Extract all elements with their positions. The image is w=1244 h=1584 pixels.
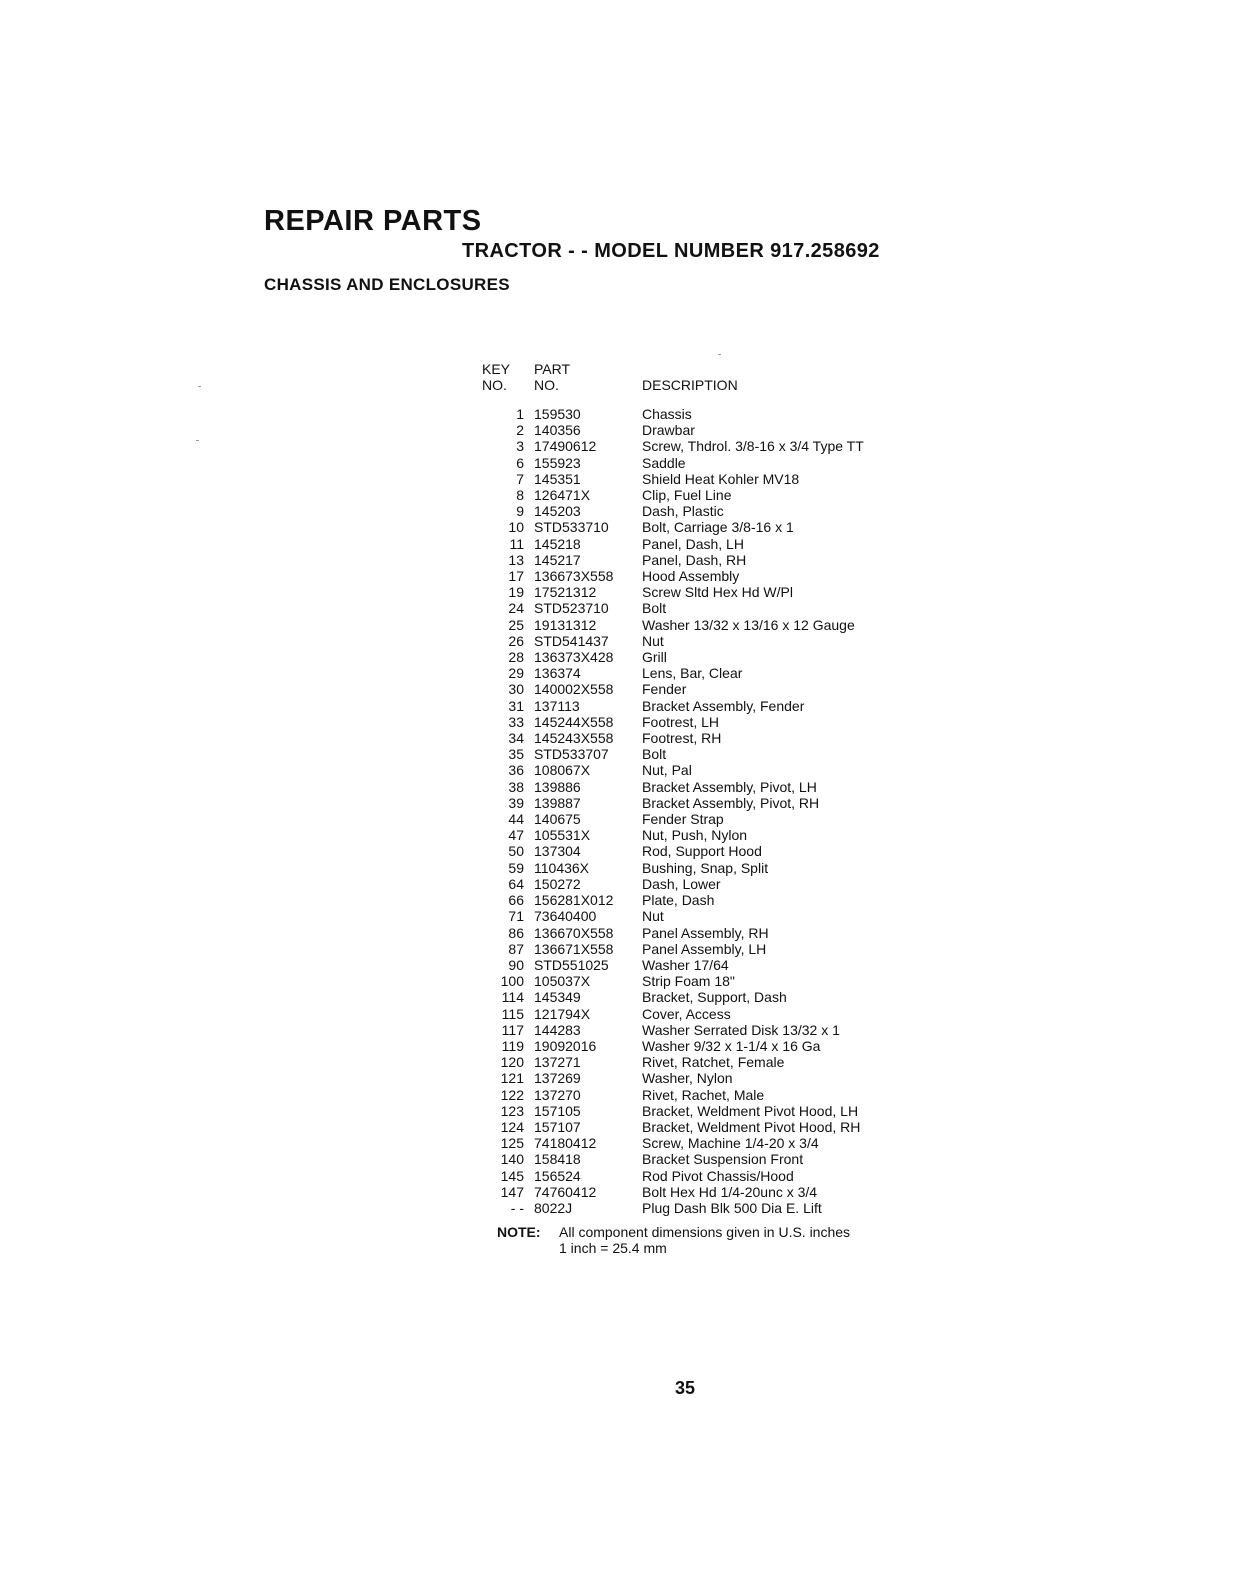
description-cell: Footrest, RH <box>642 730 722 747</box>
part-number-cell: 145218 <box>534 535 581 552</box>
description-cell: Rivet, Rachet, Male <box>642 1086 765 1103</box>
description-cell: Footrest, LH <box>642 713 720 730</box>
description-cell: Bracket, Support, Dash <box>642 989 787 1006</box>
parts-table <box>482 361 942 1216</box>
part-number-cell: 74760412 <box>534 1183 597 1200</box>
key-cell: 71 <box>508 908 524 925</box>
key-cell: 29 <box>508 665 524 682</box>
key-cell: 125 <box>500 1135 524 1152</box>
part-number-cell: 17490612 <box>534 438 597 455</box>
table-row <box>482 455 942 471</box>
table-row <box>482 730 942 746</box>
description-cell: Bolt Hex Hd 1/4-20unc x 3/4 <box>642 1183 818 1200</box>
scan-speck <box>196 440 199 441</box>
key-cell: 38 <box>508 778 524 795</box>
part-number-cell: 140675 <box>534 811 581 828</box>
key-cell: 100 <box>500 973 524 990</box>
table-row <box>482 989 942 1005</box>
key-cell: 26 <box>508 632 524 649</box>
key-cell: 117 <box>501 1021 524 1038</box>
table-row <box>482 617 942 633</box>
key-cell: 11 <box>509 535 524 552</box>
table-row <box>482 633 942 649</box>
section-title: CHASSIS AND ENCLOSURES <box>264 275 510 294</box>
table-row <box>482 1184 942 1200</box>
key-cell: 86 <box>508 924 524 941</box>
part-number-cell: 145244X558 <box>534 713 614 730</box>
description-cell: Washer 17/64 <box>642 956 729 973</box>
key-cell: 31 <box>508 697 524 714</box>
part-number-cell: 136673X558 <box>534 568 614 585</box>
table-row <box>482 1070 942 1086</box>
table-row <box>482 779 942 795</box>
key-cell: 115 <box>501 1005 524 1022</box>
table-row <box>482 860 942 876</box>
part-number-cell: 137271 <box>534 1054 581 1071</box>
table-row <box>482 714 942 730</box>
part-number-cell: 19092016 <box>534 1037 597 1054</box>
table-row <box>482 1151 942 1167</box>
part-number-cell: STD541437 <box>534 632 609 649</box>
key-cell: 59 <box>508 859 524 876</box>
table-row <box>482 843 942 859</box>
key-cell: 9 <box>516 503 524 520</box>
key-cell: 6 <box>516 454 524 471</box>
key-cell: 121 <box>500 1070 524 1087</box>
dimension-note <box>497 1224 850 1256</box>
key-cell: 19 <box>508 584 524 601</box>
part-number-cell: 150272 <box>534 875 581 892</box>
part-number-cell: 19131312 <box>534 616 597 633</box>
description-cell: Panel, Dash, RH <box>642 551 747 568</box>
part-number-cell: 137304 <box>534 843 581 860</box>
description-cell: Nut <box>642 632 664 649</box>
key-cell: 87 <box>508 940 524 957</box>
key-cell: 90 <box>508 956 524 973</box>
description-cell: Plate, Dash <box>642 892 715 909</box>
description-cell: Bolt, Carriage 3/8-16 x 1 <box>642 519 794 536</box>
part-number-cell: STD523710 <box>534 600 609 617</box>
key-cell: 17 <box>508 568 524 585</box>
description-cell: Plug Dash Blk 500 Dia E. Lift <box>642 1199 822 1216</box>
table-row <box>482 1168 942 1184</box>
key-cell: 114 <box>501 989 524 1006</box>
part-header-bottom: NO. <box>534 377 559 393</box>
description-cell: Nut, Pal <box>642 762 692 779</box>
table-row <box>482 973 942 989</box>
description-cell: Nut <box>642 908 664 925</box>
part-number-cell: 74180412 <box>534 1135 597 1152</box>
description-cell: Panel, Dash, LH <box>642 535 744 552</box>
key-header-top: KEY <box>482 361 511 377</box>
part-number-cell: STD533707 <box>534 746 609 763</box>
part-number-cell: 156281X012 <box>534 892 614 909</box>
note-line-2: 1 inch = 25.4 mm <box>559 1240 667 1256</box>
description-cell: Cover, Access <box>642 1005 731 1022</box>
description-cell: Hood Assembly <box>642 568 740 585</box>
description-cell: Bracket, Weldment Pivot Hood, LH <box>642 1102 859 1119</box>
key-cell: 2 <box>516 422 524 439</box>
table-row <box>482 1135 942 1151</box>
description-cell: Chassis <box>642 406 692 422</box>
table-row <box>482 811 942 827</box>
part-number-cell: 156524 <box>534 1167 581 1184</box>
key-cell: 47 <box>508 827 524 844</box>
key-cell: 123 <box>500 1102 524 1119</box>
description-cell: Bracket Assembly, Pivot, RH <box>642 794 820 811</box>
part-number-cell: 144283 <box>534 1021 581 1038</box>
description-cell: Fender Strap <box>642 811 724 828</box>
table-row <box>482 487 942 503</box>
key-cell: 1 <box>516 406 524 422</box>
part-number-cell: 145243X558 <box>534 730 614 747</box>
parts-table-header <box>482 361 942 406</box>
key-cell: 120 <box>500 1054 524 1071</box>
table-row <box>482 925 942 941</box>
table-row <box>482 584 942 600</box>
key-cell: 13 <box>508 551 524 568</box>
key-cell: 36 <box>508 762 524 779</box>
part-number-cell: 155923 <box>534 454 581 471</box>
part-number-cell: 126471X <box>534 487 591 504</box>
key-cell: 122 <box>500 1086 524 1103</box>
description-cell: Dash, Lower <box>642 875 721 892</box>
description-cell: Strip Foam 18" <box>642 973 735 990</box>
description-cell: Fender <box>642 681 687 698</box>
description-cell: Shield Heat Kohler MV18 <box>642 470 800 487</box>
part-number-cell: 105037X <box>534 973 591 990</box>
table-row <box>482 1006 942 1022</box>
key-cell: 33 <box>508 713 524 730</box>
description-cell: Clip, Fuel Line <box>642 487 732 504</box>
key-cell: 124 <box>500 1118 524 1135</box>
key-cell: 119 <box>501 1037 524 1054</box>
table-row <box>482 876 942 892</box>
part-number-cell: 145203 <box>534 503 581 520</box>
table-row <box>482 795 942 811</box>
key-cell: 34 <box>508 730 524 747</box>
part-header-top: PART <box>534 361 571 377</box>
table-row <box>482 827 942 843</box>
description-cell: Washer, Nylon <box>642 1070 733 1087</box>
table-row <box>482 681 942 697</box>
key-cell: 39 <box>508 794 524 811</box>
key-cell: 50 <box>508 843 524 860</box>
part-number-cell: 136373X428 <box>534 649 614 666</box>
key-cell: 66 <box>508 892 524 909</box>
description-cell: Rod Pivot Chassis/Hood <box>642 1167 794 1184</box>
table-row <box>482 698 942 714</box>
description-cell: Drawbar <box>642 422 695 439</box>
table-row <box>482 568 942 584</box>
table-row <box>482 471 942 487</box>
part-number-cell: 139886 <box>534 778 581 795</box>
scan-speck <box>718 354 721 355</box>
table-row <box>482 406 942 422</box>
key-cell: 30 <box>508 681 524 698</box>
part-number-cell: 137270 <box>534 1086 581 1103</box>
description-cell: Bolt <box>642 746 667 763</box>
description-cell: Rod, Support Hood <box>642 843 762 860</box>
description-cell: Panel Assembly, LH <box>642 940 767 957</box>
table-row <box>482 1087 942 1103</box>
part-number-cell: 145349 <box>534 989 581 1006</box>
description-cell: Dash, Plastic <box>642 503 724 520</box>
key-cell: 44 <box>508 811 524 828</box>
table-row <box>482 438 942 454</box>
key-cell: 3 <box>516 438 524 455</box>
table-row <box>482 1038 942 1054</box>
key-cell: 35 <box>508 746 524 763</box>
table-row <box>482 1200 942 1216</box>
description-cell: Rivet, Ratchet, Female <box>642 1054 785 1071</box>
table-row <box>482 519 942 535</box>
key-cell: 24 <box>508 600 524 617</box>
description-cell: Screw Sltd Hex Hd W/Pl <box>642 584 793 601</box>
table-row <box>482 746 942 762</box>
part-number-cell: 140356 <box>534 422 581 439</box>
note-line-1: All component dimensions given in U.S. inches <box>559 1224 851 1240</box>
table-row <box>482 957 942 973</box>
table-row <box>482 600 942 616</box>
description-cell: Panel Assembly, RH <box>642 924 769 941</box>
part-number-cell: 158418 <box>534 1151 581 1168</box>
table-row <box>482 422 942 438</box>
description-cell: Bracket Assembly, Fender <box>642 697 805 714</box>
description-header-spacer <box>642 361 942 377</box>
table-row <box>482 908 942 924</box>
key-cell: 8 <box>516 487 524 504</box>
table-row <box>482 762 942 778</box>
part-number-cell: STD533710 <box>534 519 609 536</box>
description-cell: Bushing, Snap, Split <box>642 859 769 876</box>
key-cell: 25 <box>508 616 524 633</box>
part-number-cell: 110436X <box>534 859 590 876</box>
key-cell: 10 <box>508 519 524 536</box>
key-cell: 28 <box>508 649 524 666</box>
description-cell: Screw, Thdrol. 3/8-16 x 3/4 Type TT <box>642 438 864 455</box>
key-cell: 145 <box>500 1167 524 1184</box>
table-row <box>482 503 942 519</box>
description-header: DESCRIPTION <box>642 377 738 393</box>
model-title: TRACTOR - - MODEL NUMBER 917.258692 <box>462 240 880 262</box>
part-number-cell: 17521312 <box>534 584 597 601</box>
page-title: REPAIR PARTS <box>264 205 482 237</box>
description-cell: Saddle <box>642 454 686 471</box>
table-row <box>482 665 942 681</box>
part-number-cell: 136671X558 <box>534 940 614 957</box>
page-number: 35 <box>675 1378 696 1398</box>
part-number-cell: 73640400 <box>534 908 597 925</box>
part-number-cell: 137113 <box>534 697 580 714</box>
part-number-cell: 145217 <box>534 551 581 568</box>
key-cell: 147 <box>500 1183 524 1200</box>
description-cell: Washer 13/32 x 13/16 x 12 Gauge <box>642 616 855 633</box>
part-number-cell: 140002X558 <box>534 681 614 698</box>
table-row <box>482 1119 942 1135</box>
description-cell: Bracket Suspension Front <box>642 1151 804 1168</box>
description-cell: Bolt <box>642 600 667 617</box>
part-number-cell: 145351 <box>534 470 581 487</box>
description-cell: Washer 9/32 x 1-1/4 x 16 Ga <box>642 1037 821 1054</box>
table-row <box>482 892 942 908</box>
parts-table-body <box>482 406 942 1216</box>
table-row <box>482 649 942 665</box>
table-row <box>482 1103 942 1119</box>
table-row <box>482 1054 942 1070</box>
description-cell: Bracket Assembly, Pivot, LH <box>642 778 817 795</box>
note-label: NOTE: <box>497 1224 541 1240</box>
key-header-bottom: NO. <box>482 377 507 393</box>
part-number-cell: 137269 <box>534 1070 581 1087</box>
part-number-cell: 108067X <box>534 762 591 779</box>
key-cell: 7 <box>516 470 524 487</box>
scan-speck <box>198 386 201 387</box>
table-row <box>482 1022 942 1038</box>
description-cell: Screw, Machine 1/4-20 x 3/4 <box>642 1135 819 1152</box>
table-row <box>482 552 942 568</box>
table-row <box>482 941 942 957</box>
description-cell: Grill <box>642 649 667 666</box>
key-cell: - - <box>510 1199 524 1216</box>
part-number-cell: 159530 <box>534 406 581 422</box>
part-number-cell: STD551025 <box>534 956 609 973</box>
part-number-cell: 136670X558 <box>534 924 614 941</box>
part-number-cell: 157107 <box>534 1118 581 1135</box>
part-number-cell: 121794X <box>534 1005 591 1022</box>
part-number-cell: 105531X <box>534 827 591 844</box>
description-cell: Lens, Bar, Clear <box>642 665 743 682</box>
description-cell: Bracket, Weldment Pivot Hood, RH <box>642 1118 861 1135</box>
description-cell: Washer Serrated Disk 13/32 x 1 <box>642 1021 840 1038</box>
part-number-cell: 136374 <box>534 665 581 682</box>
table-row <box>482 536 942 552</box>
key-cell: 64 <box>508 875 524 892</box>
part-number-cell: 157105 <box>534 1102 581 1119</box>
description-cell: Nut, Push, Nylon <box>642 827 748 844</box>
key-cell: 140 <box>500 1151 524 1168</box>
part-number-cell: 139887 <box>534 794 581 811</box>
part-number-cell: 8022J <box>534 1199 573 1216</box>
